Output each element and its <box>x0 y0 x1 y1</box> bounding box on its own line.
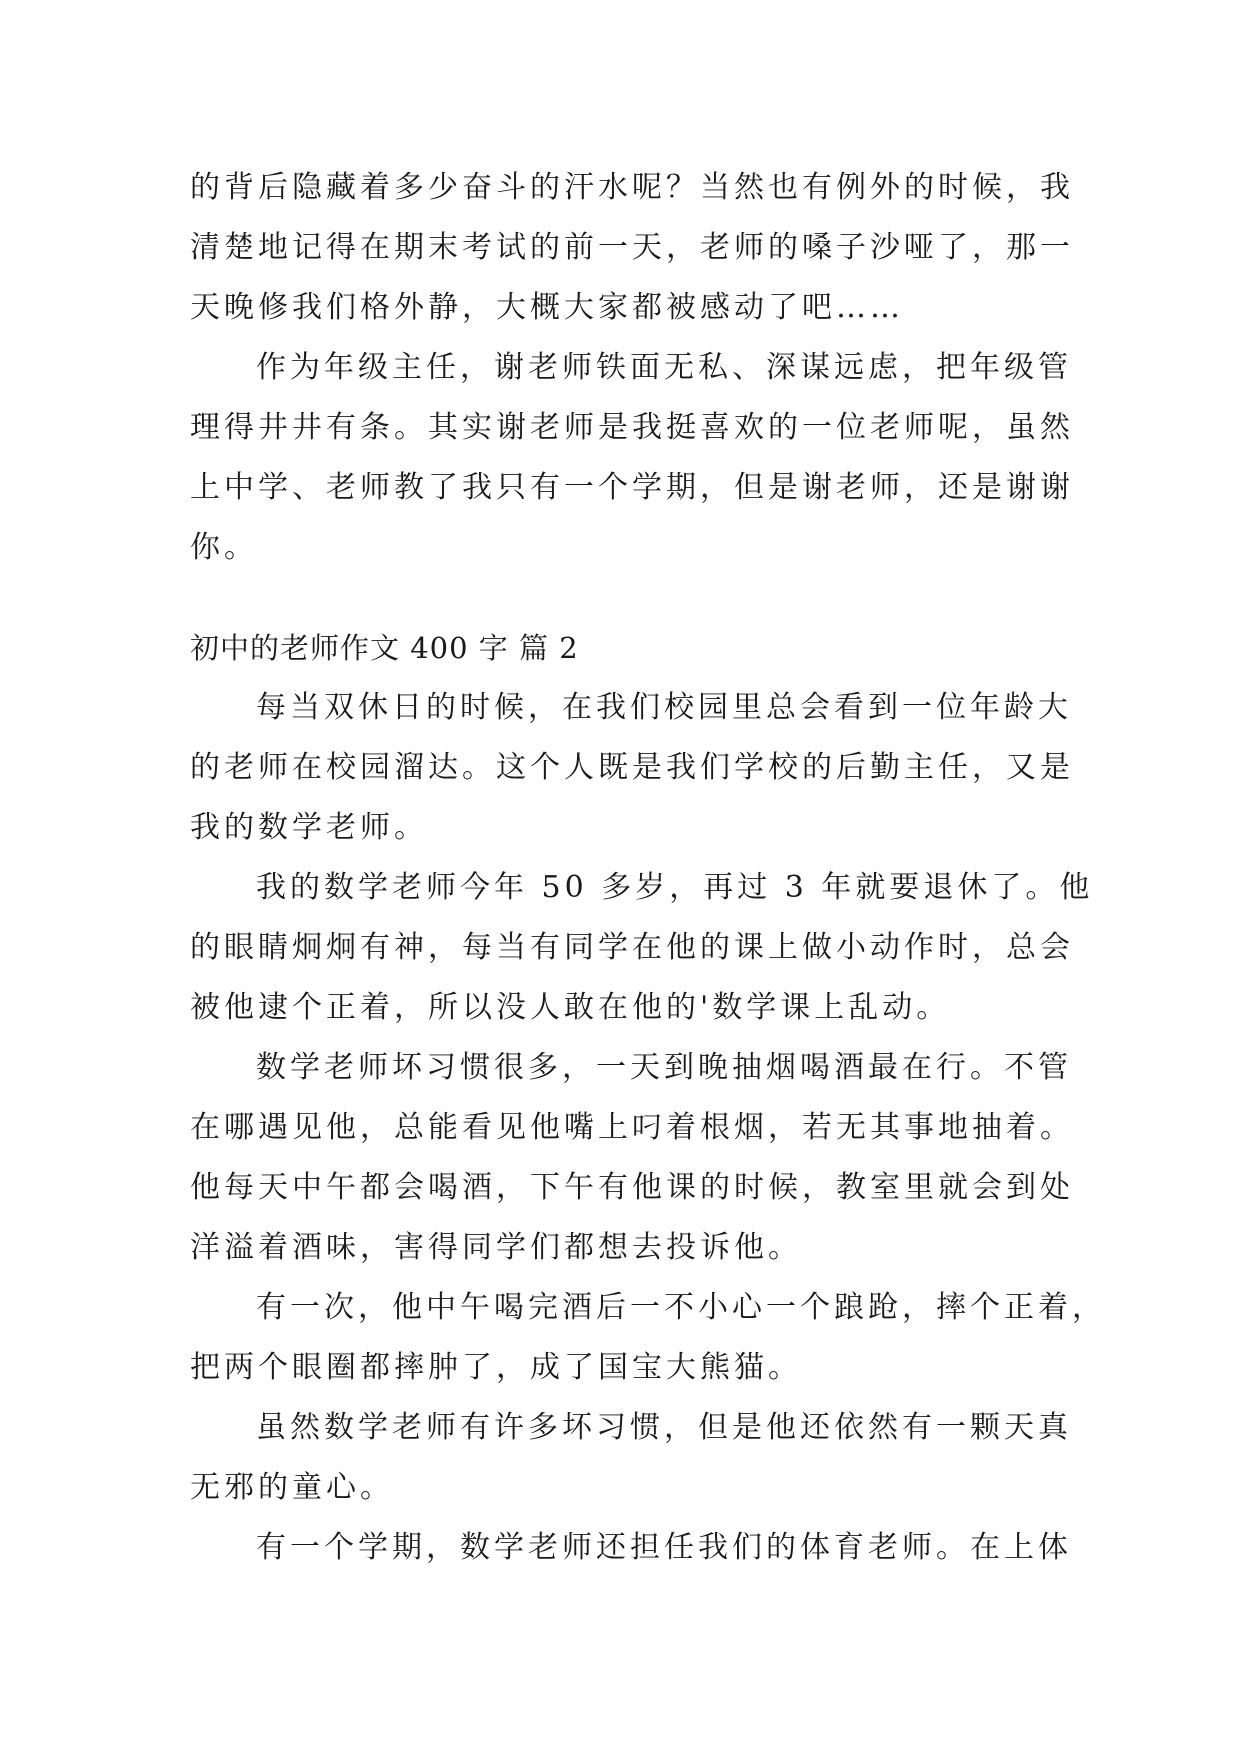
paragraph-first-line: 作为年级主任，谢老师铁面无私、深谋远虑，把年级管 <box>256 350 1072 385</box>
text-line: 的眼睛炯炯有神，每当有同学在他的课上做小动作时，总会 <box>190 930 1074 965</box>
text-line: 理得井井有条。其实谢老师是我挺喜欢的一位老师呢，虽然 <box>190 410 1074 445</box>
paragraph-first-line: 有一个学期，数学老师还担任我们的体育老师。在上体 <box>256 1530 1072 1565</box>
text-line: 的老师在校园溜达。这个人既是我们学校的后勤主任，又是 <box>190 750 1074 785</box>
text-line: 把两个眼圈都摔肿了，成了国宝大熊猫。 <box>190 1350 802 1385</box>
text-line: 被他逮个正着，所以没人敢在他的'数学课上乱动。 <box>190 990 951 1025</box>
paragraph-first-line: 数学老师坏习惯很多，一天到晚抽烟喝酒最在行。不管 <box>256 1050 1072 1085</box>
paragraph-first-line: 有一次，他中午喝完酒后一不小心一个踉跄，摔个正着， <box>256 1290 1106 1325</box>
text-line: 天晚修我们格外静，大概大家都被感动了吧…… <box>190 290 904 325</box>
text-line: 在哪遇见他，总能看见他嘴上叼着根烟，若无其事地抽着。 <box>190 1110 1074 1145</box>
paragraph-first-line: 每当双休日的时候，在我们校园里总会看到一位年龄大 <box>256 690 1072 725</box>
section-heading: 初中的老师作文 400 字 篇 2 <box>190 631 579 665</box>
paragraph-first-line: 我的数学老师今年 50 多岁，再过 3 年就要退休了。他 <box>256 870 1094 905</box>
text-line: 无邪的童心。 <box>190 1470 394 1505</box>
text-line: 上中学、老师教了我只有一个学期，但是谢老师，还是谢谢 <box>190 470 1074 505</box>
paragraph-first-line: 虽然数学老师有许多坏习惯，但是他还依然有一颗天真 <box>256 1410 1072 1445</box>
text-line: 他每天中午都会喝酒，下午有他课的时候，教室里就会到处 <box>190 1170 1074 1205</box>
text-line: 我的数学老师。 <box>190 810 428 845</box>
text-line: 的背后隐藏着多少奋斗的汗水呢？当然也有例外的时候，我 <box>190 170 1074 205</box>
text-line: 你。 <box>190 530 258 565</box>
text-line: 清楚地记得在期末考试的前一天，老师的嗓子沙哑了，那一 <box>190 230 1074 265</box>
text-line: 洋溢着酒味，害得同学们都想去投诉他。 <box>190 1230 802 1265</box>
